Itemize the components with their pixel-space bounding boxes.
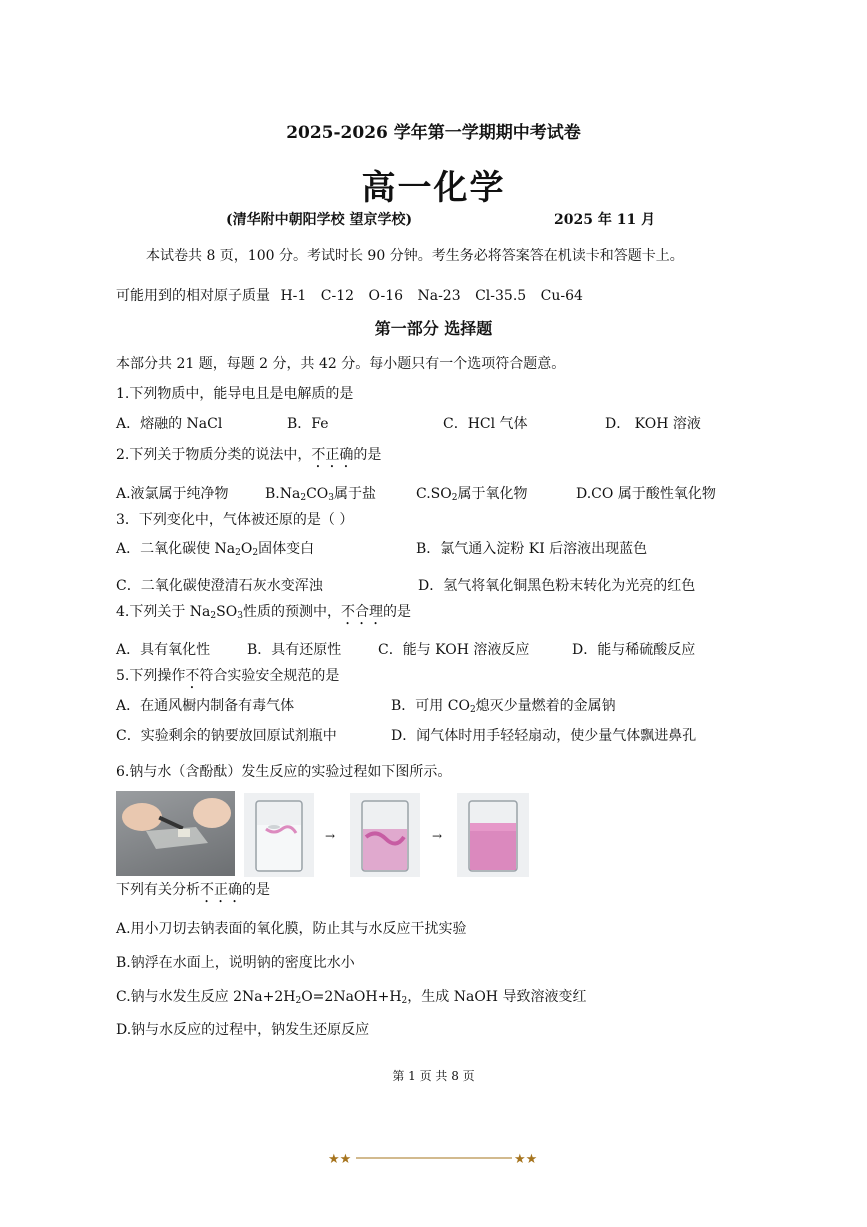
q6-stem: 6.钠与水（含酚酞）发生反应的实验过程如下图所示。	[116, 764, 452, 780]
q5-stem-post: 符合实验安全规范的是	[199, 668, 340, 684]
q4-stem-post2: 的是	[382, 604, 411, 620]
q4-stem-mid: SO	[216, 604, 238, 620]
beaker-3-photo	[457, 793, 529, 877]
q2-stem	[116, 445, 381, 471]
q1-option-c: C．HCl 气体	[443, 416, 528, 432]
atomic-mass-na: Na-23	[417, 288, 461, 304]
q2-stem-emphasis: 不正确	[311, 447, 354, 463]
atomic-mass-cu: Cu-64	[540, 288, 583, 304]
atomic-mass-h: H-1	[280, 288, 307, 304]
q6-option-d: D.钠与水反应的过程中，钠发生还原反应	[116, 1022, 370, 1038]
q3-option-d: D．氢气将氧化铜黑色粉末转化为光亮的红色	[418, 578, 696, 594]
sodium-cutting-photo	[116, 791, 235, 876]
q6-option-a: A.用小刀切去钠表面的氧化膜，防止其与水反应干扰实验	[116, 921, 467, 937]
atomic-masses-line	[116, 286, 583, 306]
q3-stem: 3．下列变化中，气体被还原的是（ ）	[116, 512, 354, 528]
atomic-mass-c: C-12	[320, 288, 355, 304]
q5-stem	[116, 666, 339, 692]
page-number: 第 1 页 共 8 页	[392, 1069, 475, 1083]
q6-c-mid: O=2NaOH+H	[301, 989, 402, 1005]
q1-stem: 1.下列物质中，能导电且是电解质的是	[116, 386, 354, 402]
q3-a-post: 固体变白	[258, 541, 315, 557]
q4-option-d: D．能与稀硫酸反应	[572, 642, 696, 658]
q2-c-post: 属于氧化物	[457, 486, 528, 502]
beaker-3-icon	[457, 793, 529, 877]
q5-option-b	[391, 696, 616, 720]
beaker-1-icon	[244, 793, 314, 877]
q1-option-a: A．熔融的 NaCl	[116, 416, 223, 432]
beaker-2-icon	[350, 793, 420, 877]
q3-a-mid: O	[240, 541, 253, 557]
atomic-masses-label: 可能用到的相对原子质量	[116, 288, 270, 304]
svg-text:★★: ★★	[328, 1152, 352, 1166]
q6-c-sub1: 2	[295, 996, 302, 1006]
q2-stem-pre: 2.下列关于物质分类的说法中，	[116, 447, 312, 463]
svg-text:★★: ★★	[514, 1152, 538, 1166]
q4-stem-pre: 4.下列关于 Na	[116, 604, 211, 620]
q4-stem	[116, 602, 411, 628]
beaker-1-photo	[244, 793, 314, 877]
q5-b-pre: B．可用 CO	[391, 698, 470, 714]
q1-option-d: D． KOH 溶液	[605, 416, 701, 432]
hands-knife-icon	[116, 791, 235, 876]
q2-c-pre: C.SO	[416, 486, 452, 502]
exam-title: 2025-2026 学年第一学期期中考试卷	[286, 123, 581, 143]
subject-title: 高一化学	[361, 168, 506, 208]
q5-stem-pre: 5.下列操作	[116, 668, 186, 684]
q2-b-pre: B.Na	[265, 486, 301, 502]
q5-b-sub: 2	[469, 705, 476, 715]
q2-b-sub1: 2	[300, 493, 307, 503]
q5-stem-emphasis: 不	[185, 668, 200, 684]
q5-b-post: 熄灭少量燃着的金属钠	[475, 698, 616, 714]
q3-option-a	[116, 539, 314, 563]
q2-b-mid: CO	[306, 486, 329, 502]
q3-option-c: C．二氧化碳使澄清石灰水变浑浊	[116, 578, 323, 594]
q3-a-sub2: 2	[252, 548, 259, 558]
q3-option-b: B．氯气通入淀粉 KI 后溶液出现蓝色	[416, 541, 648, 557]
q2-c-sub: 2	[451, 493, 458, 503]
q2-option-b	[265, 484, 376, 508]
q2-stem-post: 的是	[353, 447, 382, 463]
q2-b-sub2: 3	[328, 493, 335, 503]
q4-stem-emphasis: 不合理	[340, 604, 383, 620]
q6-c-pre: C.钠与水发生反应 2Na+2H	[116, 989, 296, 1005]
section-title: 第一部分 选择题	[374, 319, 493, 338]
q3-a-pre: A．二氧化碳使 Na	[116, 541, 236, 557]
q6-sub-emphasis: 不正确	[200, 882, 242, 898]
q1-option-b: B．Fe	[287, 416, 329, 432]
q6-sub-post: 的是	[242, 882, 270, 898]
q2-option-a: A.液氯属于纯净物	[116, 486, 229, 502]
q6-sub-pre: 下列有关分析	[116, 882, 200, 898]
q4-stem-post1: 性质的预测中，	[242, 604, 341, 620]
q2-option-c	[416, 484, 527, 508]
q4-stem-sub2: 3	[237, 611, 243, 621]
q5-option-d: D．闻气体时用手轻轻扇动，使少量气体飘进鼻孔	[391, 728, 697, 744]
q6-option-c	[116, 987, 586, 1011]
school-name: (清华附中朝阳学校 望京学校)	[226, 212, 413, 228]
star-divider-icon	[328, 1150, 540, 1166]
exam-date: 2025 年 11 月	[554, 212, 656, 228]
q4-stem-sub1: 2	[210, 611, 217, 621]
q4-option-a: A．具有氧化性	[116, 642, 211, 658]
q6-c-post: ，生成 NaOH 导致溶液变红	[407, 989, 587, 1005]
q5-option-c: C．实验剩余的钠要放回原试剂瓶中	[116, 728, 337, 744]
q4-option-b: B．具有还原性	[247, 642, 342, 658]
arrow-icon-1: →	[325, 829, 336, 843]
q3-a-sub1: 2	[235, 548, 241, 558]
q6-option-b: B.钠浮在水面上，说明钠的密度比水小	[116, 955, 355, 971]
q2-option-d: D.CO 属于酸性氧化物	[576, 486, 716, 502]
q5-option-a: A．在通风橱内制备有毒气体	[116, 698, 295, 714]
q4-option-c: C．能与 KOH 溶液反应	[378, 642, 530, 658]
q2-b-post: 属于盐	[334, 486, 377, 502]
section-note: 本部分共 21 题，每题 2 分，共 42 分。每小题只有一个选项符合题意。	[116, 356, 566, 372]
q6-sub-stem	[116, 880, 270, 906]
q6-c-sub2: 2	[401, 996, 408, 1006]
atomic-mass-o: O-16	[368, 288, 404, 304]
arrow-icon-2: →	[432, 829, 443, 843]
atomic-mass-cl: Cl-35.5	[475, 288, 527, 304]
beaker-2-photo	[350, 793, 420, 877]
exam-instructions: 本试卷共 8 页，100 分。考试时长 90 分钟。考生务必将答案答在机读卡和答题卡上。	[146, 248, 684, 264]
